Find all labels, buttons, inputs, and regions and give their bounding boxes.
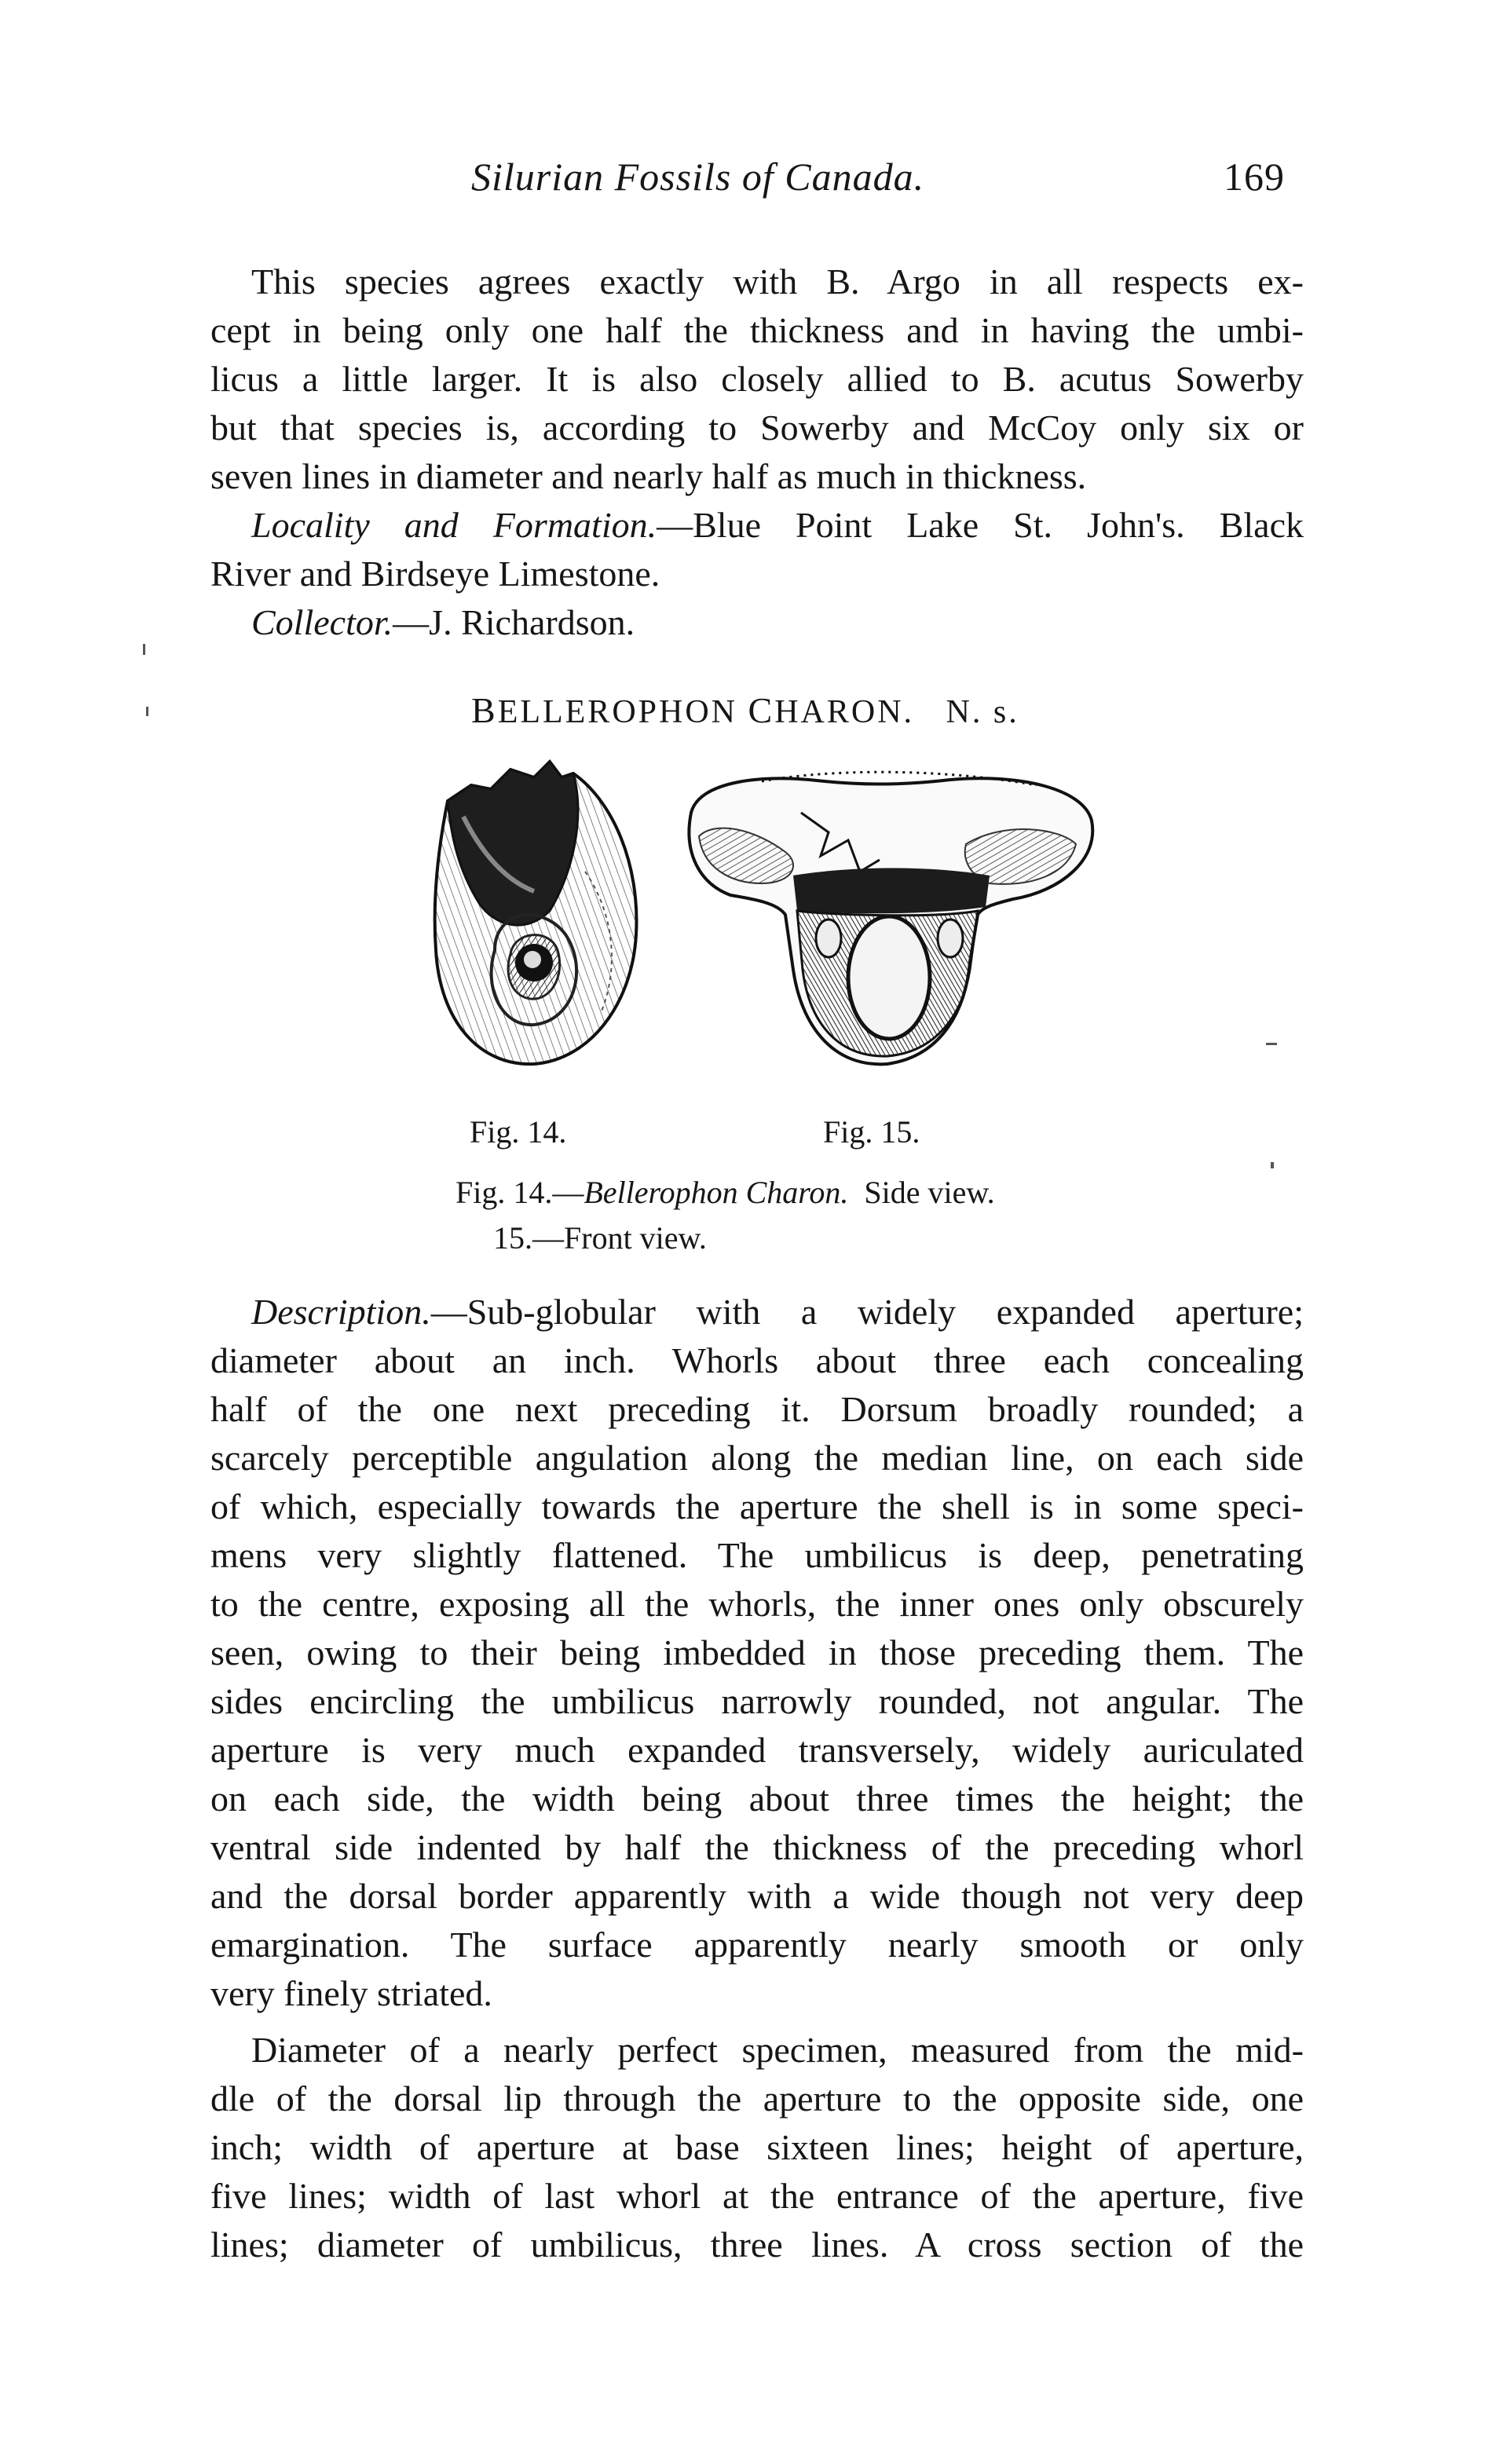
intro-line: This species agrees exactly with B. Argo in all respects ex- bbox=[251, 261, 1304, 302]
measurements-line: dle of the dorsal lip through the aperture to the opposite side, one bbox=[210, 2078, 1304, 2119]
figure-14-side-view-illustration bbox=[416, 754, 652, 1084]
heading-genus: ELLEROPHON bbox=[497, 694, 748, 730]
figure-15-label: Fig. 15. bbox=[823, 1114, 920, 1150]
description-line: mens very slightly flattened. The umbilicus is deep, penetrating bbox=[210, 1535, 1304, 1575]
description-line: diameter about an inch. Whorls about three each concealing bbox=[210, 1340, 1304, 1380]
running-title: Silurian Fossils of Canada. bbox=[471, 155, 925, 199]
intro-line: but that species is, according to Sowerby and McCoy only six or bbox=[210, 408, 1304, 448]
caption-line-1 bbox=[455, 1170, 995, 1216]
measurements-line: inch; width of aperture at base sixteen lines; height of aperture, bbox=[210, 2127, 1304, 2167]
description-line: sides encircling the umbilicus narrowly rounded, not angular. The bbox=[210, 1681, 1304, 1721]
locality-text: —Blue Point Lake St. John's. Black bbox=[657, 505, 1304, 545]
scan-speck bbox=[1266, 1043, 1277, 1045]
scan-speck bbox=[1271, 1162, 1274, 1168]
caption-line-2: 15.—Front view. bbox=[493, 1220, 707, 1256]
description-line: half of the one next preceding it. Dorsum broadly rounded; a bbox=[210, 1389, 1304, 1429]
figure-caption bbox=[455, 1170, 995, 1261]
description-line: of which, especially towards the aperture the shell is in some speci- bbox=[210, 1486, 1304, 1526]
scan-speck bbox=[143, 644, 145, 655]
heading-initial: B bbox=[471, 690, 498, 730]
heading-species: HARON. bbox=[774, 694, 915, 730]
caption-view: Side view. bbox=[864, 1175, 995, 1210]
description-line bbox=[210, 1288, 1304, 1336]
description-line: emargination. The surface apparently nearly smooth or only bbox=[210, 1925, 1304, 1965]
scan-speck bbox=[146, 707, 148, 716]
collector-line bbox=[210, 598, 1304, 647]
description-text: —Sub-globular with a widely expanded aperture; bbox=[430, 1292, 1304, 1332]
running-head bbox=[0, 154, 1511, 209]
measurements-line: five lines; width of last whorl at the entrance of the aperture, five bbox=[210, 2176, 1304, 2216]
collector-label: Collector. bbox=[251, 602, 393, 642]
intro-line: licus a little larger. It is also closely allied to B. acutus Sowerby bbox=[210, 359, 1304, 399]
locality-line-2: River and Birdseye Limestone. bbox=[210, 554, 660, 594]
measurements-line: Diameter of a nearly perfect specimen, measured from the mid- bbox=[251, 2030, 1304, 2070]
locality-label: Locality and Formation. bbox=[251, 505, 657, 545]
description-label: Description. bbox=[251, 1292, 431, 1332]
description-line: seen, owing to their being imbedded in those preceding them. The bbox=[210, 1632, 1304, 1673]
description-line: very finely striated. bbox=[210, 1973, 492, 2013]
intro-paragraph bbox=[210, 258, 1304, 647]
heading-initial: C bbox=[748, 690, 775, 730]
measurements-paragraph bbox=[210, 2026, 1304, 2269]
description-line: on each side, the width being about three times the height; the bbox=[210, 1779, 1304, 1819]
description-line: scarcely perceptible angulation along the median line, on each side bbox=[210, 1438, 1304, 1478]
description-line: ventral side indented by half the thickness of the preceding whorl bbox=[210, 1827, 1304, 1867]
description-line: aperture is very much expanded transversely, widely auriculated bbox=[210, 1730, 1304, 1770]
intro-line: seven lines in diameter and nearly half as much in thickness. bbox=[210, 456, 1087, 496]
caption-species-name: Bellerophon Charon. bbox=[584, 1175, 849, 1210]
caption-prefix: Fig. 14.— bbox=[455, 1175, 584, 1210]
collector-text: —J. Richardson. bbox=[393, 602, 635, 642]
locality-line bbox=[210, 501, 1304, 550]
heading-new-species-mark: N. s. bbox=[946, 694, 1019, 730]
description-line: and the dorsal border apparently with a wide though not very deep bbox=[210, 1876, 1304, 1916]
page-number: 169 bbox=[1224, 155, 1285, 199]
figure-15-front-view-illustration bbox=[668, 758, 1107, 1088]
species-heading bbox=[471, 689, 1019, 731]
description-line: to the centre, exposing all the whorls, the inner ones only obscurely bbox=[210, 1584, 1304, 1624]
figure-14-label: Fig. 14. bbox=[470, 1114, 567, 1150]
description-paragraph bbox=[210, 1288, 1304, 2018]
intro-line: cept in being only one half the thickness and in having the umbi- bbox=[210, 310, 1304, 350]
measurements-line: lines; diameter of umbilicus, three lines. A cross section of the bbox=[210, 2225, 1304, 2265]
